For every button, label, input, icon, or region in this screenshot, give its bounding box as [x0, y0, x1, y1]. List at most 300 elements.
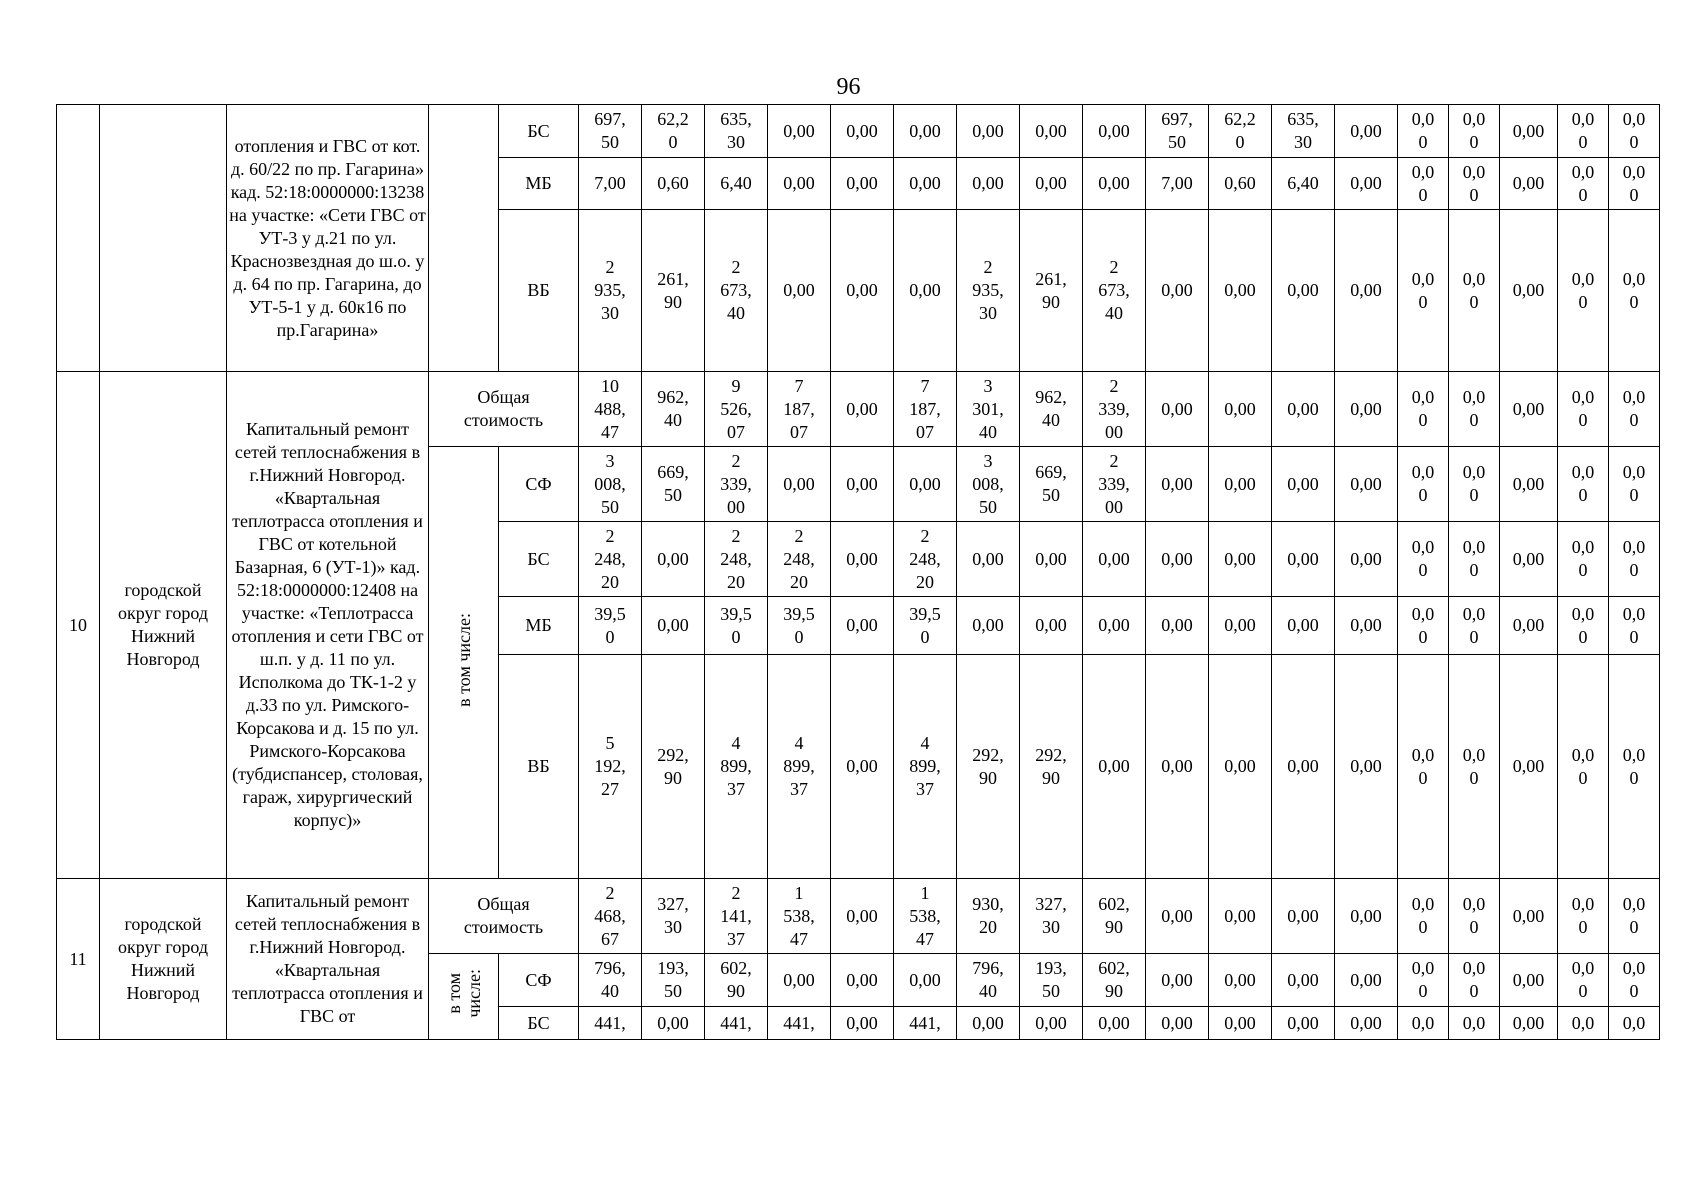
value-cell-text: 0,00 [972, 120, 1004, 141]
value-cell [1083, 447, 1146, 522]
value-cell-text: 0,00 [1035, 1012, 1067, 1033]
table-row [57, 105, 1660, 158]
value-cell-text: 2 468, 67 [594, 882, 626, 949]
value-cell [579, 597, 642, 655]
value-cell-text: 602, 90 [720, 958, 752, 1001]
value-cell [705, 1007, 768, 1040]
value-cell-text: 0,00 [1224, 1012, 1256, 1033]
value-cell [1020, 1007, 1083, 1040]
value-cell [894, 597, 957, 655]
value-cell-text: 0,00 [846, 756, 878, 776]
value-cell-text: 0,0 0 [1462, 603, 1486, 647]
value-cell [1209, 372, 1272, 447]
value-cell [1609, 954, 1660, 1007]
value-cell-text: 3 008, 50 [972, 450, 1004, 517]
value-cell-text: 0,0 0 [1411, 109, 1435, 152]
value-cell-text: 0,00 [909, 280, 941, 300]
value-cell-text: 0,00 [1161, 398, 1193, 419]
value-cell-text: 0,00 [846, 173, 878, 193]
v-tom-chisle-label: в том числе: [453, 612, 474, 707]
value-cell-text: 0,60 [657, 173, 689, 193]
value-cell [1335, 372, 1398, 447]
value-cell [1272, 372, 1335, 447]
value-cell [642, 158, 705, 210]
value-cell [579, 447, 642, 522]
value-cell [1558, 597, 1609, 655]
value-cell [642, 1007, 705, 1040]
value-cell-text: 0,0 0 [1462, 744, 1486, 788]
value-cell-text: 0,0 0 [1462, 161, 1486, 205]
value-cell [1209, 210, 1272, 372]
value-cell [831, 1007, 894, 1040]
value-cell [1609, 655, 1660, 879]
value-cell [705, 522, 768, 597]
value-cell-text: 0,00 [972, 173, 1004, 193]
value-cell [894, 447, 957, 522]
value-cell [1083, 210, 1146, 372]
value-cell-text: 0,00 [1224, 398, 1256, 419]
value-cell-text: 669, 50 [1035, 462, 1067, 505]
v-tom-chisle-label: в том числе: [443, 969, 484, 1018]
value-cell-text: 9 526, 07 [720, 375, 752, 442]
value-cell [957, 1007, 1020, 1040]
value-cell-text: 2 248, 20 [909, 525, 941, 592]
value-cell-text: 0,00 [1287, 398, 1319, 419]
funding-source-text: СФ [525, 969, 552, 990]
value-cell-text: 0,00 [1161, 548, 1193, 569]
funding-source [499, 447, 579, 522]
value-cell [1558, 210, 1609, 372]
value-cell-text: 0,00 [1512, 398, 1545, 419]
value-cell-text: 0,00 [1350, 280, 1382, 300]
value-cell-text: 0,0 [1571, 1012, 1595, 1033]
value-cell-text: 39,5 0 [720, 603, 752, 647]
value-cell [705, 210, 768, 372]
value-cell [1083, 158, 1146, 210]
value-cell-text: 0,00 [1035, 173, 1067, 193]
value-cell [1500, 879, 1558, 954]
value-cell-text: 3 008, 50 [594, 450, 626, 517]
value-cell [1449, 1007, 1500, 1040]
value-cell [1335, 210, 1398, 372]
municipality [100, 879, 227, 1040]
value-cell-text: 0,0 0 [1622, 387, 1646, 430]
value-cell [1335, 954, 1398, 1007]
value-cell-text: 0,00 [1098, 1012, 1130, 1033]
value-cell [768, 210, 831, 372]
value-cell [579, 372, 642, 447]
value-cell [705, 372, 768, 447]
value-cell-text: 6,40 [720, 173, 752, 193]
value-cell [894, 522, 957, 597]
table-row [57, 372, 1660, 447]
value-cell-text: 1 538, 47 [909, 882, 941, 949]
value-cell [579, 1007, 642, 1040]
value-cell-text: 0,00 [657, 615, 689, 635]
value-cell [1272, 655, 1335, 879]
value-cell-text: 0,0 0 [1411, 268, 1435, 312]
value-cell-text: 0,0 0 [1411, 744, 1435, 788]
value-cell-text: 441, [783, 1012, 815, 1033]
value-cell-text: 292, 90 [972, 744, 1004, 788]
value-cell-text: 0,00 [1161, 905, 1193, 926]
value-cell-text: 0,00 [1350, 905, 1382, 926]
value-cell [1609, 210, 1660, 372]
value-cell-text: 0,0 0 [1462, 462, 1486, 505]
value-cell-text: 0,00 [1224, 548, 1256, 569]
value-cell [768, 597, 831, 655]
value-cell-text: 0,00 [909, 173, 941, 193]
value-cell-text: 2 339, 00 [1098, 375, 1130, 442]
value-cell-text: 0,00 [846, 615, 878, 635]
row-number [57, 879, 100, 1040]
value-cell-text: 327, 30 [657, 894, 689, 937]
value-cell [1449, 158, 1500, 210]
value-cell-text: 0,00 [1512, 173, 1545, 193]
value-cell-text: 0,00 [783, 473, 815, 494]
value-cell-text: 0,00 [1161, 280, 1193, 300]
value-cell [894, 158, 957, 210]
value-cell [1020, 597, 1083, 655]
value-cell-text: 261, 90 [657, 268, 689, 312]
value-cell [1335, 522, 1398, 597]
value-cell-text: 0,0 0 [1411, 537, 1435, 580]
value-cell-text: 2 248, 20 [594, 525, 626, 592]
funding-source-text: БС [527, 548, 550, 569]
value-cell-text: 0,00 [1350, 398, 1382, 419]
value-cell-text: 796, 40 [972, 958, 1004, 1001]
value-cell-text: 0,00 [1098, 615, 1130, 635]
value-cell [1609, 447, 1660, 522]
value-cell [1146, 655, 1209, 879]
value-cell [1449, 655, 1500, 879]
value-cell-text: 0,00 [1224, 473, 1256, 494]
value-cell-text: 0,00 [1035, 548, 1067, 569]
total-cost-label-text: Общая стоимость [463, 894, 544, 937]
value-cell-text: 292, 90 [1035, 744, 1067, 788]
value-cell [642, 879, 705, 954]
value-cell-text: 0,0 0 [1571, 894, 1595, 937]
value-cell-text: 0,00 [1161, 473, 1193, 494]
value-cell [1398, 105, 1449, 158]
value-cell-text: 6,40 [1287, 173, 1319, 193]
value-cell-text: 0,00 [1350, 756, 1382, 776]
value-cell-text: 0,00 [1224, 280, 1256, 300]
value-cell [1146, 1007, 1209, 1040]
value-cell [1335, 879, 1398, 954]
value-cell-text: 0,00 [909, 120, 941, 141]
value-cell [1020, 879, 1083, 954]
value-cell [957, 447, 1020, 522]
value-cell [1500, 447, 1558, 522]
value-cell-text: 7,00 [1161, 173, 1193, 193]
value-cell-text: 4 899, 37 [783, 733, 815, 799]
value-cell-text: 62,2 0 [1224, 109, 1256, 152]
value-cell [831, 158, 894, 210]
value-cell-text: 0,00 [909, 473, 941, 494]
value-cell [1335, 158, 1398, 210]
object-description [227, 879, 429, 1040]
value-cell-text: 0,0 0 [1462, 958, 1486, 1001]
value-cell-text: 0,00 [846, 969, 878, 990]
value-cell [1146, 597, 1209, 655]
funding-source-text: МБ [525, 615, 552, 635]
value-cell [1449, 210, 1500, 372]
value-cell-text: 0,00 [1287, 756, 1319, 776]
value-cell-text: 0,00 [1098, 756, 1130, 776]
value-cell [1398, 522, 1449, 597]
value-cell-text: 0,00 [846, 905, 878, 926]
value-cell-text: 0,00 [1287, 1012, 1319, 1033]
value-cell [1398, 879, 1449, 954]
value-cell-text: 0,0 0 [1622, 744, 1646, 788]
value-cell [1609, 597, 1660, 655]
value-cell-text: 0,00 [1287, 905, 1319, 926]
value-cell [705, 597, 768, 655]
value-cell [1558, 879, 1609, 954]
value-cell [1398, 954, 1449, 1007]
funding-source [499, 210, 579, 372]
value-cell [831, 522, 894, 597]
value-cell [1146, 954, 1209, 1007]
value-cell [1449, 105, 1500, 158]
value-cell [957, 522, 1020, 597]
value-cell-text: 0,0 0 [1571, 387, 1595, 430]
row-number [57, 372, 100, 879]
value-cell-text: 7 187, 07 [909, 375, 941, 442]
value-cell-text: 697, 50 [594, 109, 626, 152]
value-cell [642, 372, 705, 447]
total-cost-label [429, 879, 579, 954]
value-cell [705, 655, 768, 879]
value-cell-text: 2 248, 20 [720, 525, 752, 592]
value-cell [1020, 522, 1083, 597]
value-cell-text: 0,0 0 [1622, 537, 1646, 580]
value-cell [705, 158, 768, 210]
value-cell [768, 655, 831, 879]
value-cell [1398, 1007, 1449, 1040]
value-cell [1558, 372, 1609, 447]
value-cell [1272, 879, 1335, 954]
value-cell-text: 2 935, 30 [594, 257, 626, 323]
value-cell-text: 2 248, 20 [783, 525, 815, 592]
value-cell [1146, 210, 1209, 372]
object-description-text: отопления и ГВС от кот. д. 60/22 по пр. Гагарина» кад. 52:18:0000000:13238 на участке: «Сети ГВС от УТ-3 у д.21 по ул. Краснозвездная до ш.о. у д. 64 по пр. Гагарина, до УТ-5-1 у д. 60к16 по пр.Гагарина» [229, 135, 426, 340]
budget-table [56, 104, 1660, 1040]
page-number: 96 [836, 74, 861, 100]
v-tom-chisle-cell [429, 447, 499, 879]
value-cell [579, 210, 642, 372]
value-cell [1083, 597, 1146, 655]
value-cell [1558, 105, 1609, 158]
value-cell [1398, 158, 1449, 210]
value-cell [1449, 447, 1500, 522]
value-cell [1500, 597, 1558, 655]
object-description [227, 105, 429, 372]
value-cell [1609, 372, 1660, 447]
value-cell-text: 0,00 [846, 473, 878, 494]
value-cell [579, 655, 642, 879]
value-cell-text: 602, 90 [1098, 958, 1130, 1001]
value-cell-text: 2 141, 37 [720, 882, 752, 949]
value-cell [957, 879, 1020, 954]
value-cell-text: 0,0 0 [1622, 161, 1646, 205]
value-cell [1020, 105, 1083, 158]
value-cell [1272, 447, 1335, 522]
value-cell-text: 0,00 [783, 173, 815, 193]
value-cell-text: 0,0 [1411, 1012, 1435, 1033]
value-cell-text: 0,00 [846, 548, 878, 569]
value-cell [1209, 1007, 1272, 1040]
value-cell [1083, 372, 1146, 447]
funding-source [499, 655, 579, 879]
value-cell-text: 796, 40 [594, 958, 626, 1001]
value-cell-text: 0,00 [783, 969, 815, 990]
value-cell-text: 0,00 [783, 280, 815, 300]
value-cell-text: 0,0 0 [1571, 958, 1595, 1001]
value-cell-text: 0,0 0 [1462, 268, 1486, 312]
value-cell [1335, 1007, 1398, 1040]
value-cell [768, 522, 831, 597]
value-cell-text: 697, 50 [1161, 109, 1193, 152]
value-cell-text: 0,00 [1161, 615, 1193, 635]
municipality-cell [100, 105, 227, 372]
value-cell [1272, 210, 1335, 372]
value-cell-text: 930, 20 [972, 894, 1004, 937]
value-cell [1209, 597, 1272, 655]
value-cell [1209, 655, 1272, 879]
funding-source [499, 105, 579, 158]
value-cell [768, 879, 831, 954]
value-cell [1335, 447, 1398, 522]
value-cell-text: 635, 30 [1287, 109, 1319, 152]
value-cell [894, 210, 957, 372]
value-cell-text: 327, 30 [1035, 894, 1067, 937]
value-cell [1398, 597, 1449, 655]
value-cell-text: 2 673, 40 [720, 257, 752, 323]
value-cell [1209, 879, 1272, 954]
v-tom-chisle-cell [429, 105, 499, 372]
value-cell [768, 954, 831, 1007]
municipality-text: городской округ город Нижний Новгород [118, 580, 208, 669]
value-cell-text: 10 488, 47 [594, 375, 626, 442]
value-cell-text: 0,00 [1350, 1012, 1382, 1033]
value-cell-text: 0,00 [972, 548, 1004, 569]
value-cell [1558, 1007, 1609, 1040]
value-cell-text: 0,00 [1035, 120, 1067, 141]
value-cell-text: 0,00 [1512, 280, 1545, 300]
value-cell [1083, 879, 1146, 954]
value-cell [1209, 522, 1272, 597]
value-cell-text: 0,0 0 [1411, 462, 1435, 505]
value-cell [831, 105, 894, 158]
funding-source [499, 1007, 579, 1040]
v-tom-chisle-cell [429, 954, 499, 1040]
value-cell-text: 0,60 [1224, 173, 1256, 193]
value-cell-text: 962, 40 [1035, 387, 1067, 430]
value-cell-text: 39,5 0 [909, 603, 941, 647]
value-cell [1500, 655, 1558, 879]
value-cell-text: 441, [720, 1012, 752, 1033]
value-cell [642, 597, 705, 655]
value-cell [1558, 655, 1609, 879]
value-cell [894, 655, 957, 879]
funding-source-text: ВБ [527, 756, 550, 776]
value-cell-text: 441, [909, 1012, 941, 1033]
funding-source-text: СФ [525, 473, 552, 494]
value-cell [1020, 954, 1083, 1007]
value-cell [957, 655, 1020, 879]
value-cell [1272, 522, 1335, 597]
value-cell [1449, 522, 1500, 597]
value-cell-text: 0,00 [1287, 280, 1319, 300]
value-cell [1335, 655, 1398, 879]
value-cell-text: 0,00 [783, 120, 815, 141]
value-cell-text: 0,00 [1512, 756, 1545, 776]
value-cell-text: 0,00 [1512, 120, 1545, 141]
value-cell-text: 2 339, 00 [1098, 450, 1130, 517]
value-cell-text: 193, 50 [1035, 958, 1067, 1001]
funding-source [499, 597, 579, 655]
value-cell [1272, 158, 1335, 210]
value-cell [1398, 210, 1449, 372]
value-cell [1146, 158, 1209, 210]
value-cell-text: 0,00 [1287, 473, 1319, 494]
value-cell-text: 39,5 0 [783, 603, 815, 647]
value-cell-text: 0,00 [1512, 473, 1545, 494]
value-cell-text: 0,00 [1512, 615, 1545, 635]
value-cell [1083, 522, 1146, 597]
value-cell [894, 372, 957, 447]
value-cell [1558, 954, 1609, 1007]
value-cell [1449, 597, 1500, 655]
value-cell [1335, 105, 1398, 158]
row-number-text: 11 [69, 948, 87, 969]
value-cell-text: 0,00 [1098, 120, 1130, 141]
value-cell-text: 0,0 0 [1411, 161, 1435, 205]
value-cell-text: 0,00 [1161, 756, 1193, 776]
value-cell-text: 0,00 [1512, 905, 1545, 926]
value-cell [1609, 158, 1660, 210]
value-cell [957, 372, 1020, 447]
value-cell-text: 0,0 0 [1622, 603, 1646, 647]
total-cost-label [429, 372, 579, 447]
value-cell-text: 0,00 [972, 1012, 1004, 1033]
value-cell-text: 0,0 0 [1571, 161, 1595, 205]
value-cell [1558, 447, 1609, 522]
object-description [227, 372, 429, 879]
funding-source-text: БС [527, 120, 550, 141]
value-cell [831, 954, 894, 1007]
value-cell [1083, 105, 1146, 158]
value-cell [1609, 522, 1660, 597]
value-cell [1609, 105, 1660, 158]
value-cell [957, 158, 1020, 210]
value-cell-text: 0,00 [1098, 548, 1130, 569]
value-cell-text: 0,00 [657, 1012, 689, 1033]
row-number-cell [57, 105, 100, 372]
value-cell [1398, 372, 1449, 447]
value-cell-text: 2 339, 00 [720, 450, 752, 517]
object-description-text: Капитальный ремонт сетей теплоснабжения в г.Нижний Новгород. «Квартальная теплотрасса отопления и ГВС от котельной Базарная, 6 (УТ-1)» кад. 52:18:0000000:12408 на участке: «Теплотрасса отопления и сети ГВС от ш.п. у д. 11 по ул. Исполкома до ТК-1-2 у д.33 по ул. Римского-Корсакова и д. 15 по ул. Римского-Корсакова (тубдиспансер, столовая, гараж, хирургический корпус)» [231, 419, 424, 830]
value-cell [768, 447, 831, 522]
value-cell-text: 0,0 0 [1411, 603, 1435, 647]
value-cell [642, 210, 705, 372]
value-cell [705, 105, 768, 158]
value-cell [1146, 447, 1209, 522]
value-cell [1500, 158, 1558, 210]
value-cell [1500, 522, 1558, 597]
